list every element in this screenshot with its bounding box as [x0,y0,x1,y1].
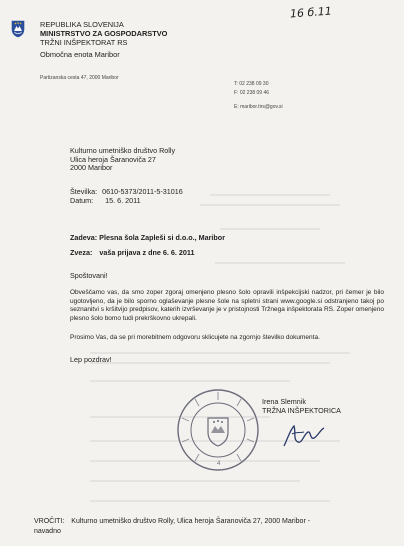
recipient-name: Kulturno umetniško društvo Rolly [70,146,176,155]
subject-label: Zadeva: [70,233,98,242]
reference-date: 15. 6. 2011 [105,195,141,205]
reference-number-label: Številka: [70,187,98,196]
header-ministry: MINISTRSTVO ZA GOSPODARSTVO [40,28,168,38]
header-unit: Območna enota Maribor [40,49,120,59]
reference-number: 0610-5373/2011-5-31016 [102,187,183,196]
contact-email: E: maribor.tirs@gov.si [234,104,283,111]
subject-block [70,234,225,257]
contact-block [234,80,283,112]
reference-date-label: Datum: [70,195,94,205]
letterhead [40,21,167,60]
recipient-address [70,147,175,173]
subject-ref-value: vaša prijava z dne 6. 6. 2011 [99,247,195,257]
recipient-city: 2000 Maribor [70,163,113,173]
signatory-title: TRŽNA INŠPEKTORICA [262,405,341,415]
header-inspectorate: TRŽNI INŠPEKTORAT RS [40,37,128,47]
signatory-name: Irena Slemnik [262,397,306,406]
subject-value: Plesna šola Zapleši si d.o.o., Maribor [99,233,225,242]
delivery-label: VROČITI: [34,518,65,525]
header-address: Partizanska cesta 47, 2000 Maribor [40,75,119,81]
coat-of-arms-icon [11,20,25,38]
header-country: REPUBLIKA SLOVENIJA [40,20,124,29]
body-paragraph-1: Obveščamo vas, da smo zoper zgoraj omenjeno plesno šolo opravili inšpekcijski nadzor, pri čemer je bilo ugotovljeno, da je bilo sporno oglaševanje plesne šole na spletni strani www.google.si odstranjeno takoj po seznanitvi s kršitvijo predpisov, katerih izvrševanje je v pristojnosti Tržnega inšpektorata RS. Zoper omenjeno plesno šolo bomo tudi prekrškovno ukrepali. [70,289,384,322]
greeting: Spoštovani! [70,271,108,280]
body-paragraph-2: Prosimo Vas, da se pri morebitnem odgovoru sklicujete na zgornjo številko dokumenta. [70,334,320,341]
recipient-street: Ulica heroja Šaranoviča 27 [70,154,156,164]
closing: Lep pozdrav! [70,355,112,364]
delivery-recipient: Kulturno umetniško društvo Rolly, Ulica heroja Šaranoviča 27, 2000 Maribor - [71,518,311,525]
delivery-method: navadno [34,528,61,535]
handwritten-signature [278,420,328,450]
svg-text:4: 4 [217,461,221,467]
signature-block [262,398,341,415]
reference-block [70,188,183,205]
contact-phone: T: 02 238 09 30 [234,81,269,87]
delivery-line [34,518,310,526]
handwritten-note: 16 б.11 [289,4,333,21]
contact-fax: F: 02 238 09 46 [234,89,270,96]
subject-ref-label: Zveza: [70,247,93,257]
official-stamp [176,388,260,472]
